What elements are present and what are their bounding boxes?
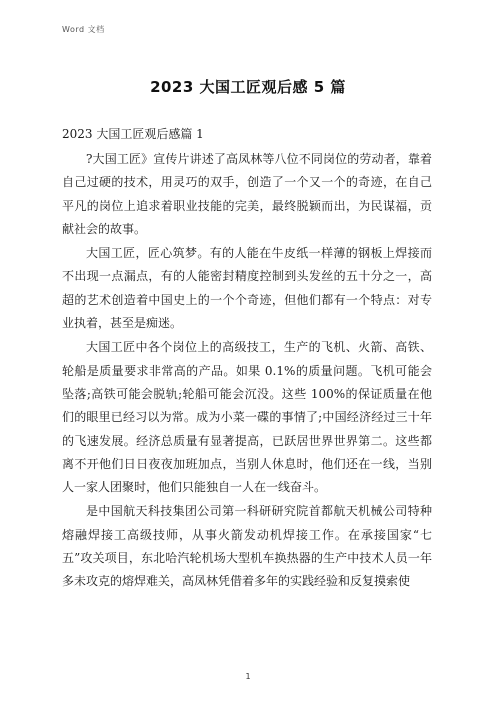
paragraph: 大国工匠，匠心筑梦。有的人能在牛皮纸一样薄的钢板上焊接而不出现一点漏点，有的人能密封精度控制到头发丝的五十分之一，高超的艺术创造着中国史上的一个个奇迹，但他们都有一个特点：对专业执着，甚至是痴迷。 bbox=[62, 246, 432, 331]
paragraph: ?大国工匠》宣传片讲述了高凤林等八位不同岗位的劳动者，靠着自己过硬的技术，用灵巧的双手，创造了一个又一个的奇迹，在自己平凡的岗位上追求着职业技能的完美，最终脱颖而出，为民谋福，贡献社会的故事。 bbox=[62, 152, 432, 236]
page-number: 1 bbox=[245, 672, 251, 681]
document-title: 2023 大国工匠观后感 5 篇 bbox=[150, 78, 346, 96]
document-header-label: Word 文档 bbox=[62, 25, 105, 34]
paragraph: 大国工匠中各个岗位上的高级技工，生产的飞机、火箭、高铁、轮船是质量要求非常高的产品。如果 0.1%的质量问题。飞机可能会坠落;高铁可能会脱轨;轮船可能会沉没。这些 100%的保证质量在他们的眼里已经习以为常。成为小菜一碟的事情了;中国经济经过三十年的飞速发展。经济总质量有显著提高，已跃居世界世界第二。这些都离不开他们日日夜夜加班加点，当别人休息时，他们还在一线，当别人一家人团聚时，他们只能独自一人在一线奋斗。 bbox=[62, 340, 432, 495]
document-body bbox=[62, 148, 432, 595]
section-subtitle: 2023 大国工匠观后感篇 1 bbox=[62, 127, 204, 141]
paragraph: 是中国航天科技集团公司第一科研研究院首都航天机械公司特种熔融焊接工高级技师，从事火箭发动机焊接工作。在承接国家“七五”攻关项目，东北哈汽轮机场大型机车换热器的生产中技术人员一年多未攻克的熔焊难关，高凤林凭借着多年的实践经验和反复摸索使 bbox=[62, 504, 432, 589]
